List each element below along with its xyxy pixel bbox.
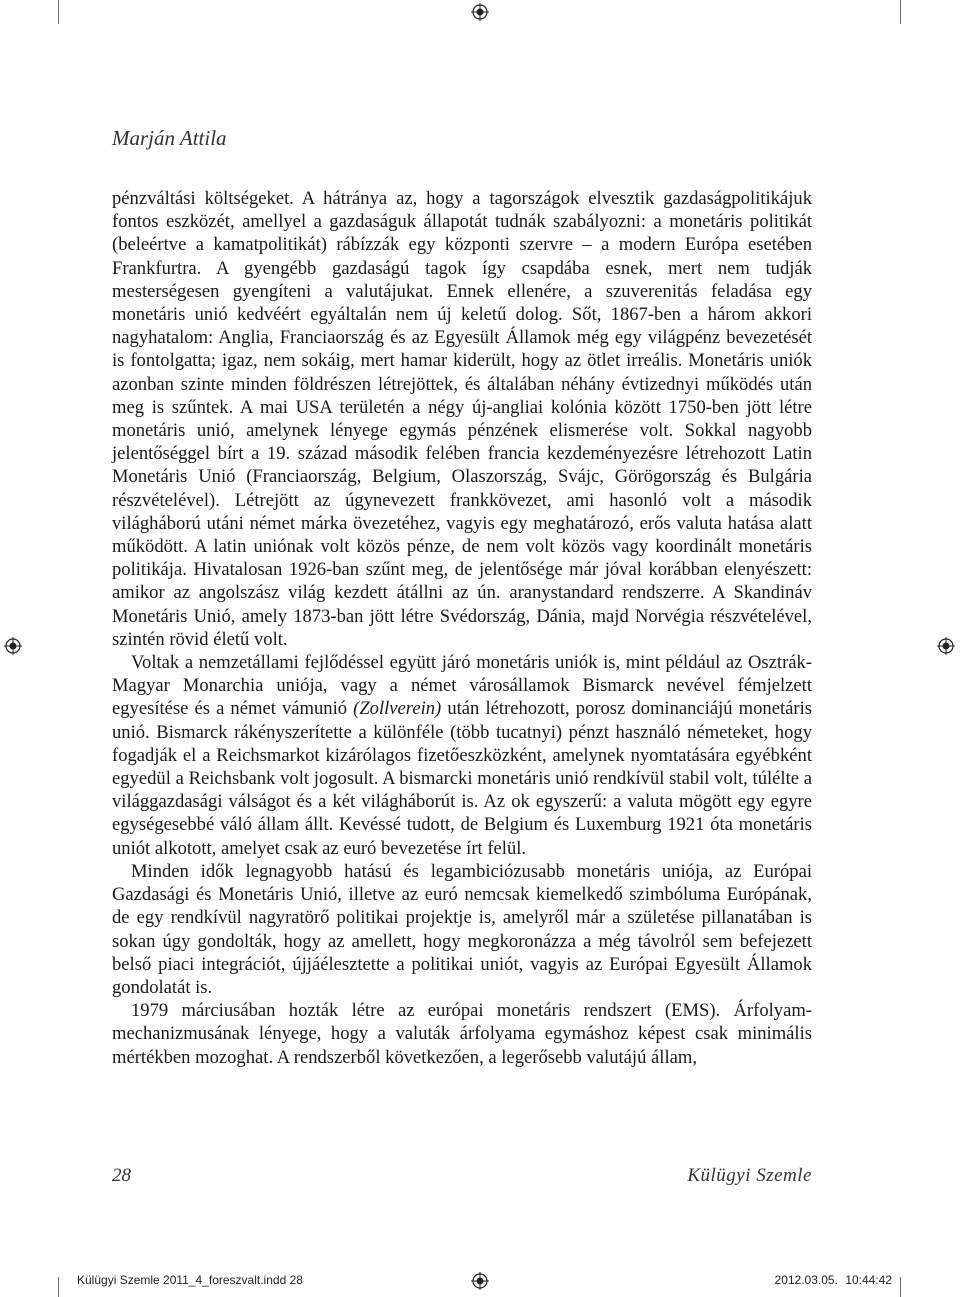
journal-title: Külügyi Szemle xyxy=(687,1165,812,1186)
registration-mark-icon xyxy=(4,637,22,655)
slug-date: 2012.03.05. xyxy=(774,1273,838,1287)
slug-timestamp xyxy=(775,1273,892,1287)
slug-time: 10:44:42 xyxy=(845,1273,892,1287)
article-body xyxy=(112,187,812,1069)
crop-mark-bottom-right xyxy=(900,1277,901,1297)
crop-mark-bottom-left xyxy=(58,1277,59,1297)
paragraph: Voltak a nemzetállami fejlődéssel együtt járó monetáris uniók is, mint például az Osztrák-Magyar Monarchia uniója, vagy a német városállamok Bismarck nevével fémjelzett egyesítése és a német vámunió (Zollverein) után létrehozott, porosz dominanciájú monetáris unió. Bismarck rákényszerítette a különféle (több tucatnyi) pénzt használó németeket, hogy fogadják el a Reichsmarkot kizárólagos fizetőeszközként, amelynek nyomtatására egyébként egyedül a Reichsbank volt jogosult. A bismarcki monetáris unió rendkívül stabil volt, túlélte a világgazdasági válságot és a két világháborút is. Az ok egyszerű: a valuta mögött egy egyre egységesebbé váló állam állt. Kevéssé tudott, de Belgium és Luxemburg 1921 óta monetáris uniót alkotott, amelyet csak az euró bevezetése írt felül. xyxy=(112,652,812,859)
paragraph: Minden idők legnagyobb hatású és legambiciózusabb monetáris uniója, az Európai Gazdasági és Monetáris Unió, illetve az euró nemcsak kiemelkedő szimbóluma Európának, de egy rendkívül nagyratörő politikai projektje is, amelyről már a születése pillanatában is sokan úgy gondolták, hogy az amellett, hogy megkoronázza a még távolról sem befejezett belső piaci integrációt, újjáélesztette a politikai uniót, vagyis az Európai Egyesült Államok gondolatát is. xyxy=(112,860,812,998)
crop-mark-top-left xyxy=(58,0,59,24)
italic-term: (Zollverein) xyxy=(353,698,442,720)
running-head-author: Marján Attila xyxy=(112,126,227,150)
registration-mark-icon xyxy=(471,3,489,21)
page-number: 28 xyxy=(112,1165,131,1186)
crop-mark-top-right xyxy=(900,0,901,24)
registration-mark-icon xyxy=(471,1272,489,1290)
paragraph: pénzváltási költségeket. A hátránya az, hogy a tagországok elvesztik gazdaságpolitikájuk fontos eszközét, amellyel a gazdaságuk állapotát tudnák szabályozni: a monetáris politikát (beleértve a kamatpolitikát) rábízzák egy központi szervre – a modern Európa esetében Frankfurtra. A gyengébb gazdaságú tagok így csapdába esnek, mert nem tudják mesterségesen gyengíteni a valutájukat. Ennek ellenére, a szuverenitás feladása egy monetáris unió kedvéért egyáltalán nem új keletű dolog. Sőt, 1867-ben a három akkori nagyhatalom: Anglia, Franciaország és az Egyesült Államok még egy világpénz bevezetését is fontolgatta; igaz, nem sokáig, mert hamar kiderült, hogy az ötlet irreális. Monetáris uniók azonban szinte minden földrészen létrejöttek, és általában néhány évtizednyi működés után meg is szűntek. A mai USA területén a négy új-angliai kolónia között 1750-ben jött létre monetáris unió, amelynek lényege egymás pénzének elismerése volt. Sokkal nagyobb jelentőséggel bírt a 19. század második felében francia kezdeményezésre létrehozott Latin Monetáris Unió (Franciaország, Belgium, Olaszország, Svájc, Görögország és Bulgária részvételével). Létrejött az úgynevezett frankkövezet, ami hasonló volt a második világháború utáni német márka övezetéhez, vagyis egy meghatározó, erős valuta hatása alatt működött. A latin uniónak volt közös pénze, de nem volt közös vagy koordinált monetáris politikája. Hivatalosan 1926-ban szűnt meg, de jelentősége már jóval korábban elenyészett: amikor az angolszász világ kezdett átállni az ún. aranystandard rendszerre. A Skandináv Monetáris Unió, amely 1873-ban jött létre Svédország, Dánia, majd Norvégia részvételével, szintén rövid életű volt. xyxy=(112,188,812,650)
paragraph: 1979 márciusában hozták létre az európai monetáris rendszert (EMS). Árfolyammechanizmusának lényege, hogy a valuták árfolyama egymáshoz képest csak minimális mértékben mozoghat. A rendszerből következően, a legerősebb valutájú állam, xyxy=(112,1000,812,1068)
registration-mark-icon xyxy=(937,637,955,655)
slug-file-info: Külügyi Szemle 2011_4_foreszvalt.indd 28 xyxy=(77,1273,303,1287)
